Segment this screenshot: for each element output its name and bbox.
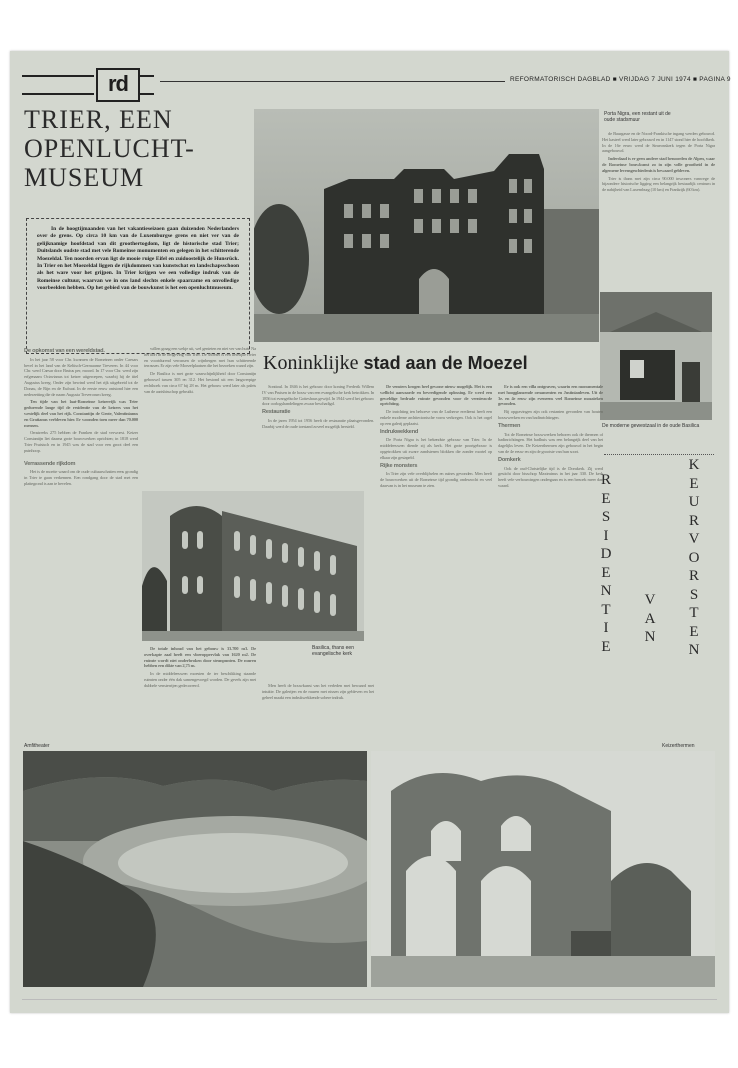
section-head-indrukwekkend: Indrukwekkend: [380, 428, 419, 435]
column-3-text-b: In de jaren 1954 tot 1956 heeft de restauratie plaatsgevonden. Daarbij werd de oude toestand zoveel mogelijk hersteld.: [262, 417, 374, 429]
sub-headline-bold: stad aan de Moezel: [363, 353, 528, 373]
kaiserthermen-photo: [371, 751, 715, 987]
intro-text: In de hoogtijmaanden van het vakantieseizoen gaan duizenden Nederlanders over de grens. Op circa 10 km van de Luxemburgse grens en niet ver van de gelijknamige hoofdstad van dit groothertogdom, ligt de historische stad Trier; Duitslands oudste stad met vele Romeinse monumenten en gelegen in het schitterende Moezeldal. Ten noorden ervan ligt de mooie ruige Eifel en zuidoostelijk de Hunsrück. In Trier en het Moezeldal liggen de rijkdommen van kunstschat en landschapsschoon als het ware voor het grijpen. In Trier krijgen we een volledige indruk van de Romeinse cultuur, waarvan we in ons land slechts enkele spaarzame en onvolledige voorbeelden hebben. Op het gebied van de bouwkunst is het een openluchtmuseum.: [37, 226, 239, 292]
column-1: [24, 346, 138, 746]
column-2-top: [144, 346, 256, 486]
section-head-domkerk: Domkerk: [498, 456, 521, 463]
vertical-title-residentie-text: RESIDENTIE: [600, 472, 612, 655]
section-head-rijke-monsters: Rijke monsters: [380, 462, 418, 469]
basilica-caption: Basilica, thans een evangelische kerk: [312, 645, 354, 657]
amphitheater-illustration: [23, 751, 367, 987]
masthead-dateline: REFORMATORISCH DAGBLAD ■ VRIJDAG 7 JUNI 1974 ■ PAGINA 9: [510, 76, 731, 83]
porta-nigra-illustration: [254, 109, 599, 342]
right-top-text: de Baurgasse en de Noord-Frankische ingang werden gebouwd. Het kasteel werd later gebouwd en in 1147 stond hier de hoofdkerk. In de 16e eeuw werd de Simeonskerk tegen de Porta Nigra aangebouwd.: [602, 131, 715, 154]
logo-rule-left: [22, 75, 94, 95]
amphitheater-photo: [23, 751, 367, 987]
porta-nigra-photo: [254, 109, 599, 342]
vertical-title-keurvorsten-text: KEURVORSTEN: [688, 457, 700, 658]
newspaper-logo: rd: [96, 68, 140, 102]
column-2-text-d: In de middeleeuwen moesten de ter beschikking staande ruimten onder één dak samengevoegd worden. De gevels zijn met dubbele vensterrijen gedecoreerd.: [144, 671, 256, 688]
right-lead-text: Inderdaad is er geen andere stad benoorden de Alpen, waar de Romeinse bouwkunst zo in zijn volle grootheid in de algemene levensgeschiedenis is bewaard gebleven.: [602, 156, 715, 173]
intro-box: [26, 218, 250, 354]
column-3-top: [262, 384, 374, 486]
column-5-lead: Er is ook een villa ontgraven, waarin een monumentale met hoogglanzende ornamenten en Justinianleven. Uit de 3e. en 4e eeuw zijn eveneens veel Romeinse mozaïeken gevonden.: [498, 384, 603, 407]
vertical-title-residentie: [598, 471, 614, 656]
porta-nigra-caption: Porta Nigra, een restant uit de oude stadsmuur: [604, 111, 671, 123]
column-5-text-c: Ook de oud-Christelijke tijd is de Domkerk. Zij werd gesticht door bisschop Maximinus in het jaar 330. De kerk heeft vele verbouwingen ondergaan en is een bezoek meer dan waard.: [498, 465, 603, 488]
column-3-bottom: [262, 683, 374, 747]
section-head-opkomst: De opkomst van een wereldstad.: [24, 348, 105, 354]
bottom-rule: [22, 999, 717, 1000]
column-1-text-b: Ten tijde van het laat-Romeinse keizerrijk was Trier gedurende lange tijd de residentie van de keizers van het westelijk deel van het rijk. Constantijn de Grote, Valentinianus en Gratianus verbleven hier. Er woonden toen meer dan 70.000 mensen.: [24, 399, 138, 428]
newspaper-page: [10, 51, 729, 1013]
amphitheater-caption: Amfitheater: [24, 743, 50, 749]
column-1-text-c: Omstreeks 275 hebben de Franken de stad verwoest. Keizer Constantijn liet daarna grote bouwwerken oprichten; in 1818 werd Trier Pruisisch en in 1945 was de stad voor een groot deel een puinhoop.: [24, 430, 138, 453]
article-headline: TRIER, EEN OPENLUCHT-MUSEUM: [24, 105, 195, 192]
kaiserthermen-illustration: [371, 751, 715, 987]
basilica-illustration: [142, 491, 364, 641]
basilica-interior-caption: De moderne gewestzaal in de oude Basilica: [602, 423, 700, 429]
vertical-title-keurvorsten: [686, 456, 702, 660]
column-4-text-c: In Trier zijn vele overblijfselen en ruïnes gevonden. Men heeft de bouwwerken uit de Romeinse tijd grondig onderzocht en veel daarvan is in het museum te zien.: [380, 471, 492, 488]
masthead-rule: [160, 81, 505, 82]
column-5-text-a: Bij opgravingen zijn ook restanten gevonden van houten bouwwerken en van badinrichtingen.: [498, 409, 603, 420]
column-4-text-b: De Porta Nigra is het bekendste gebouw van Trier. In de middeleeuwen diende zij als kerk. Het grote poortgebouw is opgetrokken uit zware zandstenen blokken die zonder mortel op elkaar zijn gestapeld.: [380, 437, 492, 460]
sub-headline-plain: Koninklijke: [263, 352, 359, 374]
basilica-photo: [142, 491, 364, 641]
logo-rule-right: [138, 75, 154, 95]
section-head-restauratie: Restauratie: [262, 409, 291, 416]
column-4-lead: De vensters krogen heel gewone nieuw mogelijk. Het is een wellicht aanvaarde en bevredigende oplossing. Er werd een geweldige bedrade ruimte gevonden voor de vernieuwde oprichting.: [380, 384, 492, 407]
column-3-text-a: Sonttoul. In 1846 is het gebouw door koning Frederik Willem IV van Pruisen in de bouw van een evangelische kerk betrokken. In 1856 tot evangelische Gotteshaus gewijd. In 1944 werd het gebouw door oorlogshandelingen zwaar beschadigd.: [262, 384, 374, 407]
vertical-title-van-text: VAN: [644, 592, 656, 645]
column-3-text-c: Men heeft de bouwkunst van het verleden met bewaard met intuïtie. De galerijen en de muren met nissen zijn gebleven en het geheel maakt een indrukwekkende sobere indruk.: [262, 683, 374, 700]
column-1-text-a: In het jaar 58 voor Chr. kwamen de Romeinen onder Caesars bevel in het land van de Keltisch-Germaanse Treveren. In 44 voor Chr. werd Caesar door Brutus per, moord. In 17 voor Chr. werd zijn erfgenaam Octavianus tot keizer uitgeroepen, waarbij hij de titel Augustus kreeg. Onder zijn bewind werd het rijk uitgebreid tot de Donau, de Rijn en de Eufraat. In de eerste eeuw ontstond hier een nederzetting die de naam Augusta Treverorum kreeg.: [24, 356, 138, 397]
column-5-text-b: Tot de Romeinse bouwwerken behoren ook de thermen of badinrichtingen. Het badhuis was een belangrijk deel van het dagelijks leven. De Keizerthermen zijn gebouwd in het begin van de 4e eeuw en zijn de grootste van hun soort.: [498, 431, 603, 454]
column-5: [498, 384, 603, 746]
column-4: [380, 384, 492, 746]
sub-headline: [263, 352, 568, 374]
section-head-thermen: Thermen: [498, 422, 521, 429]
basilica-interior-illustration: [600, 292, 712, 420]
column-2-bottom: [144, 646, 256, 746]
column-1-text-d: Het is de moeite waard om de oude cultuurschatten eens grondig in Trier te gaan verkennen. Een rondgang door de stad met een plattegrond is aan te bevelen.: [24, 469, 138, 486]
column-4-text-a: De inrichting ten behoeve van de Lutherse eredienst heeft een enkele moderne architectonische vorm verkregen. Ook is het orgel op een galerij geplaatst.: [380, 409, 492, 426]
vertical-title-van: [642, 591, 658, 647]
column-2-text-a: willen graag een wekje uit, wel genieten en niet ver van huis. Na het kort in de omgeving van Trier. De Moezel is een liefelijke rivier en voortdurend verrassen de wijnbergen met hun schitterende terrassen. Er zijn vele Moezelplaatsen die het bezoeken waard zijn.: [144, 346, 256, 369]
vertical-title-rule: [604, 454, 714, 455]
basilica-interior-photo: [600, 292, 712, 420]
column-2-text-c: De totale inhoud van het gebouw is 33.700 m3. De overkapte zaal heeft een vloeroppervlak van 1620 m2. De ruimte wordt niet onderbroken door steunpunten. De muren hebben een dikte van 2,75 m.: [144, 646, 256, 669]
right-b-text: Trier is thans met zijn circa 90.000 inwoners vanwege de bijzondere historische ligging een belangrijk bestuurlijk centrum in de nabijheid van Luxemburg (10 km) en Frankrijk (60 km).: [602, 175, 715, 193]
column-2-text-b: De Basilica is met grote waarschijnlijkheid door Constantijn gebouwd tussen 305 en 312. Het bestond uit een langwerpige rechthoek van circa 67 bij 28 m. Het gebouw werd later als paleis van de aartsbisschop gebruikt.: [144, 371, 256, 394]
kaiserthermen-caption: Keizerthermen: [662, 743, 695, 749]
section-head-rijkdom: Verrassende rijkdom: [24, 460, 76, 467]
